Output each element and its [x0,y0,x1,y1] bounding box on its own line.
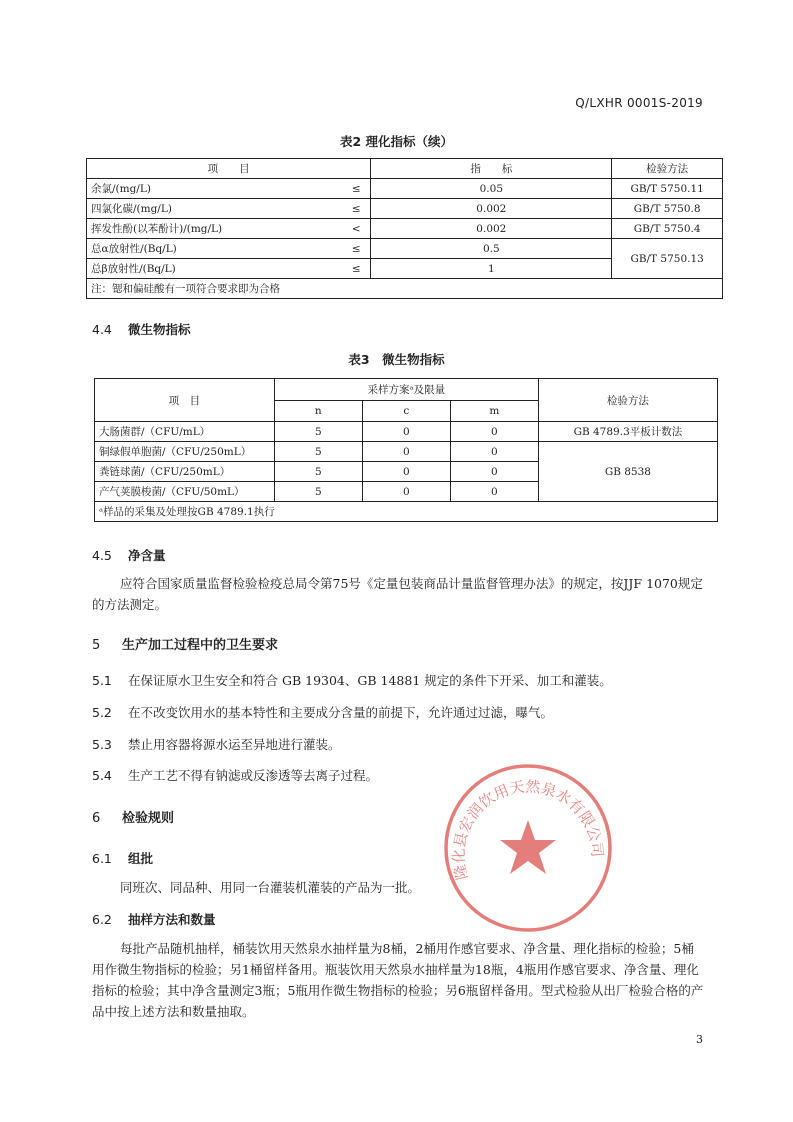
item-text: 生产工艺不得有钠滤或反渗透等去离子过程。 [128,768,379,783]
document-id: Q/LXHR 0001S-2019 [575,96,703,110]
table3 [94,378,718,522]
item-number: 5.2 [92,705,112,720]
table3-header-plan: 采样方案ᵃ及限量 [274,379,538,401]
section-number: 6.1 [92,851,112,866]
item-5-4 [92,766,378,784]
table-row [87,179,723,199]
table3-sub-c: c [362,400,450,422]
section-title: 生产加工过程中的卫生要求 [122,638,279,653]
table-row [87,199,723,219]
section-number: 6 [92,811,101,826]
table3-header-item: 项 目 [95,379,275,422]
section-6-1-text: 同班次、同品种、用同一台灌装机灌装的产品为一批。 [120,880,421,895]
seal-lettering: 隆化县宏润饮用天然泉水有限公司 [449,777,607,882]
table-row [87,219,723,239]
table2-header-value: 指 标 [371,159,612,179]
item-text: 在不改变饮用水的基本特性和主要成分含量的前提下，允许通过过滤，曝气。 [128,705,554,720]
table2-value: 0.002 [371,219,612,239]
section-number: 6.2 [92,912,112,927]
table2 [86,158,723,299]
table3-item: 产气荚膜梭菌/（CFU/50mL） [95,482,275,502]
section-5-heading [92,634,278,653]
table2-method: GB/T 5750.13 [612,239,723,279]
table2-value: 0.002 [371,199,612,219]
table3-item: 粪链球菌/（CFU/250mL） [95,462,275,482]
table2-value: 0.5 [371,239,612,259]
table3-item: 大肠菌群/（CFU/mL） [95,422,275,442]
section-6-2-text: 每批产品随机抽样，桶装饮用天然泉水抽样量为8桶，2桶用作感官要求、净含量、理化指标的检验；5桶用作微生物指标的检验；另1桶留样备用。瓶装饮用天然泉水抽样量为18瓶，4瓶用作感官要求、净含量、理化指标的检验；其中净含量测定3瓶；5瓶用作微生物指标的检验；另6瓶留样备用。型式检验从出厂检验合格的产品中按上述方法和数量抽取。 [92,941,704,1019]
item-number: 5.3 [92,737,112,752]
table3-header-method: 检验方法 [538,379,717,422]
table2-value: 0.05 [371,179,612,199]
item-text: 在保证原水卫生安全和符合 GB 19304、GB 14881 规定的条件下开采、加工和灌装。 [128,673,612,688]
seal-star-icon [500,820,556,874]
table2-op: ≤ [342,259,371,279]
table2-value: 1 [371,259,612,279]
table2-op: < [342,219,371,239]
table3-m: 0 [450,422,538,442]
item-5-2 [92,703,553,721]
section-4-5-heading [92,546,166,564]
table-row [95,422,718,442]
table3-method: GB 4789.3平板计数法 [538,422,717,442]
section-title: 微生物指标 [128,322,191,337]
table2-method: GB/T 5750.8 [612,199,723,219]
section-title: 组批 [128,851,154,866]
item-5-1 [92,671,612,689]
item-5-3 [92,735,341,753]
section-number: 4.5 [92,548,112,563]
table3-n: 5 [274,422,362,442]
section-title: 净含量 [128,548,166,563]
table3-n: 5 [274,442,362,462]
table2-method: GB/T 5750.11 [612,179,723,199]
table3-m: 0 [450,442,538,462]
table3-sub-n: n [274,400,362,422]
table-row [95,442,718,462]
item-text: 禁止用容器将源水运至异地进行灌装。 [128,737,341,752]
table2-header-item: 项 目 [87,159,371,179]
section-title: 检验规则 [122,811,175,826]
page-number: 3 [696,1033,703,1046]
table2-item: 四氯化碳/(mg/L) [87,199,343,219]
table3-item: 铜绿假单胞菌/（CFU/250mL） [95,442,275,462]
table2-op: ≤ [342,199,371,219]
company-seal [438,758,618,938]
section-4-5-text: 应符合国家质量监督检验检疫总局令第75号《定量包装商品计量监督管理办法》的规定，按JJF 1070规定的方法测定。 [92,576,703,612]
table2-op: ≤ [342,179,371,199]
table2-method: GB/T 5750.4 [612,219,723,239]
table2-header-method: 检验方法 [612,159,723,179]
section-title: 抽样方法和数量 [128,912,216,927]
item-number: 5.4 [92,768,112,783]
table3-c: 0 [362,442,450,462]
table3-method: GB 8538 [538,442,717,502]
table3-c: 0 [362,422,450,442]
table2-item: 总α放射性/(Bq/L) [87,239,343,259]
table3-c: 0 [362,482,450,502]
table3-note: ᵃ样品的采集及处理按GB 4789.1执行 [95,502,718,522]
table3-caption: 表3 微生物指标 [348,352,445,367]
table2-item: 挥发性酚(以苯酚计)/(mg/L) [87,219,343,239]
item-number: 5.1 [92,673,112,688]
section-6-2-heading [92,910,216,928]
table3-m: 0 [450,482,538,502]
table3-sub-m: m [450,400,538,422]
table2-item: 总β放射性/(Bq/L) [87,259,343,279]
section-number: 4.4 [92,322,112,337]
table3-c: 0 [362,462,450,482]
section-6-heading [92,807,174,826]
section-4-4-heading [92,320,191,338]
table2-note: 注：锶和偏硅酸有一项符合要求即为合格 [87,279,723,299]
table3-n: 5 [274,482,362,502]
table3-m: 0 [450,462,538,482]
table2-item: 余氯/(mg/L) [87,179,343,199]
table-row [87,239,723,259]
table2-op: ≤ [342,239,371,259]
section-number: 5 [92,638,101,653]
table3-n: 5 [274,462,362,482]
table2-caption: 表2 理化指标（续） [339,134,454,149]
section-6-1-heading [92,849,153,867]
